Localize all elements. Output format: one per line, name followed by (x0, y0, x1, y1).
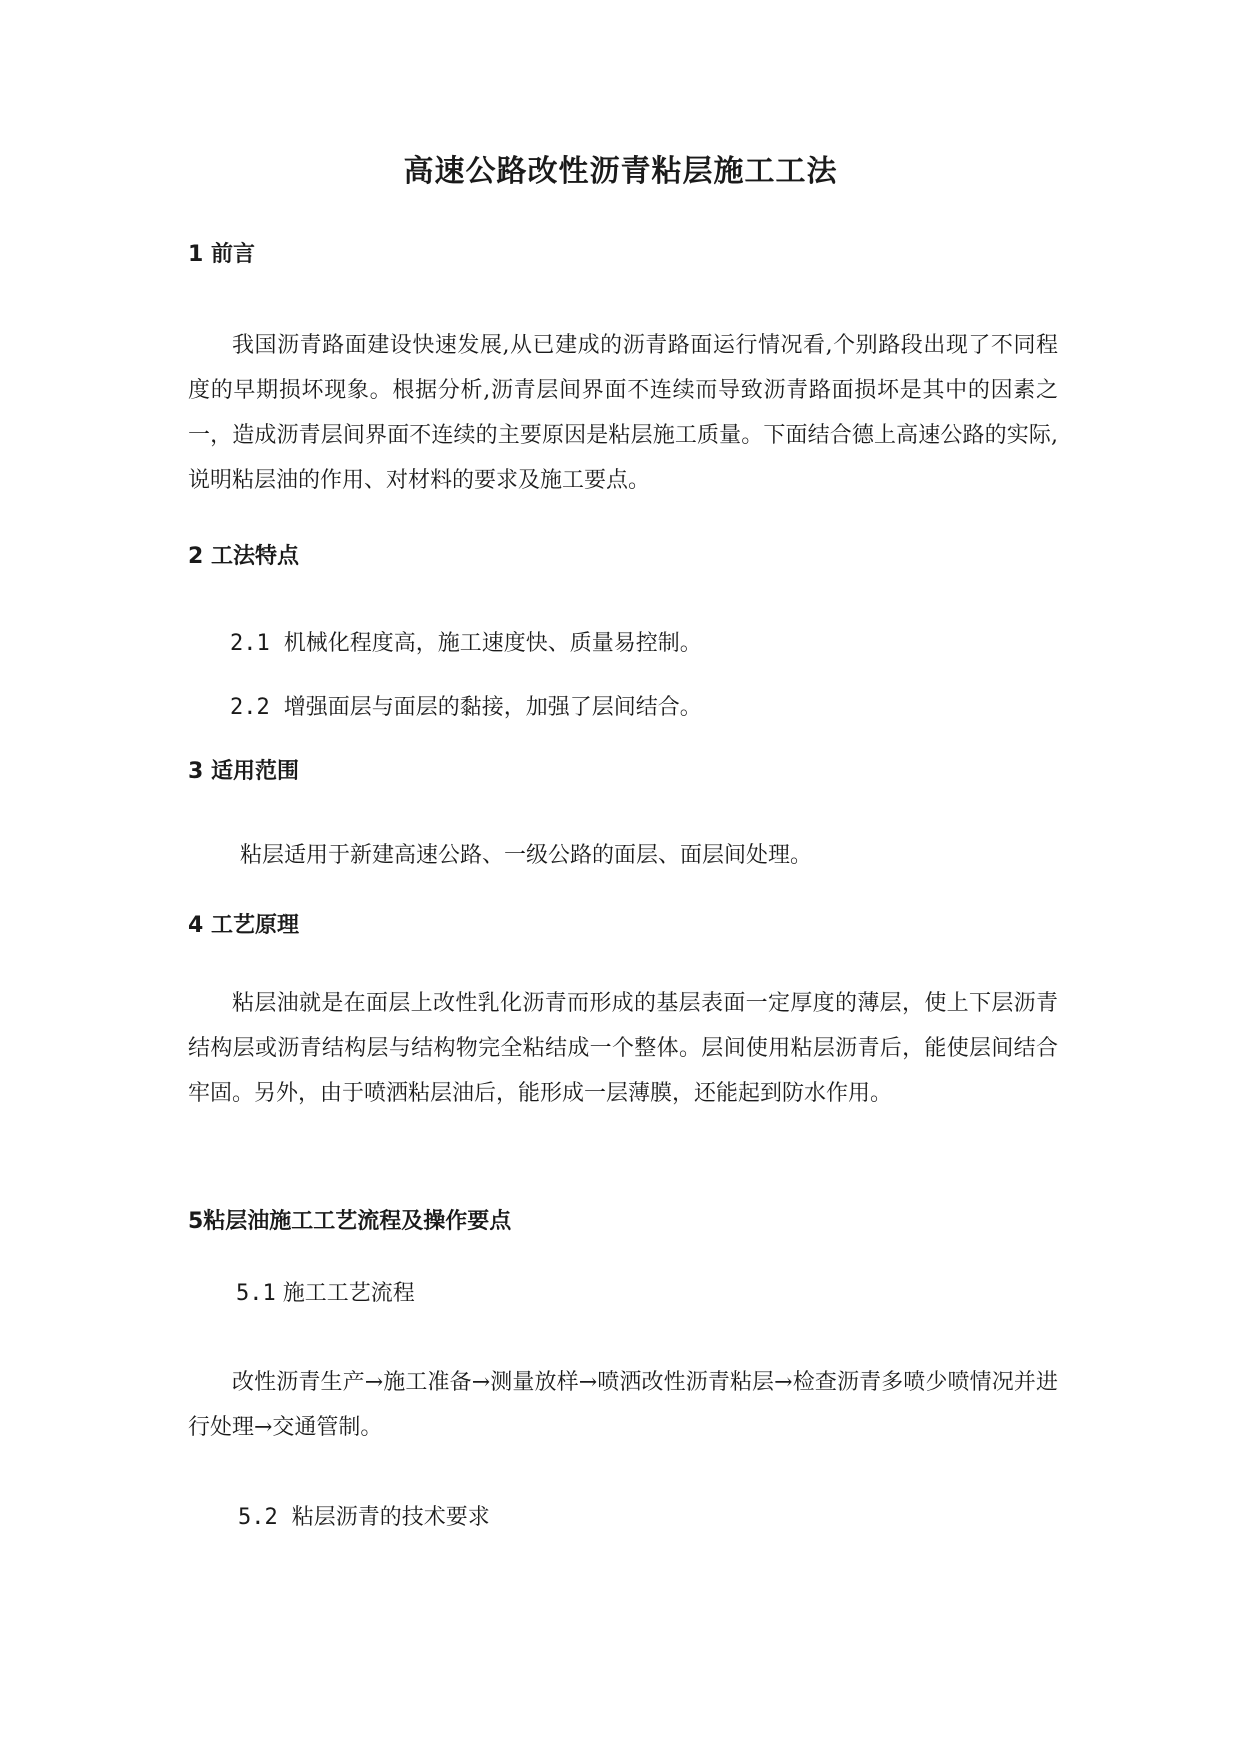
document-title: 高速公路改性沥青粘层施工工法 (403, 154, 838, 189)
list-item-2-2 (230, 692, 702, 724)
subheading-5-1 (236, 1278, 415, 1310)
item-number: 5.2 (238, 1505, 278, 1530)
item-number: 2.1 (230, 631, 270, 656)
section-5-paragraph: 改性沥青生产→施工准备→测量放样→喷洒改性沥青粘层→检查沥青多喷少喷情况并进行处理→交通管制。 (188, 1370, 1058, 1440)
section-heading-5: 5粘层油施工工艺流程及操作要点 (188, 1209, 512, 1234)
section-3-paragraph: 粘层适用于新建高速公路、一级公路的面层、面层间处理。 (240, 843, 813, 868)
item-text: 增强面层与面层的黏接，加强了层间结合。 (283, 695, 702, 720)
subheading-5-2 (238, 1502, 490, 1534)
section-heading-4: 4 工艺原理 (188, 913, 299, 938)
item-text: 施工工艺流程 (282, 1281, 415, 1306)
section-1-paragraph: 我国沥青路面建设快速发展,从已建成的沥青路面运行情况看,个别路段出现了不同程度的早期损坏现象。根据分析,沥青层间界面不连续而导致沥青路面损坏是其中的因素之一，造成沥青层间界面不连续的主要原因是粘层施工质量。下面结合德上高速公路的实际,说明粘层油的作用、对材料的要求及施工要点。 (188, 333, 1058, 493)
item-number: 2.2 (230, 695, 270, 720)
item-text: 机械化程度高，施工速度快、质量易控制。 (283, 631, 702, 656)
section-heading-3: 3 适用范围 (188, 759, 299, 784)
item-number: 5.1 (236, 1281, 276, 1306)
list-item-2-1 (230, 628, 702, 660)
section-heading-1: 1 前言 (188, 242, 255, 267)
section-4-paragraph: 粘层油就是在面层上改性乳化沥青而形成的基层表面一定厚度的薄层，使上下层沥青结构层或沥青结构层与结构物完全粘结成一个整体。层间使用粘层沥青后，能使层间结合牢固。另外，由于喷洒粘层油后，能形成一层薄膜，还能起到防水作用。 (188, 991, 1058, 1106)
item-text: 粘层沥青的技术要求 (291, 1505, 490, 1530)
section-heading-2: 2 工法特点 (188, 544, 299, 569)
